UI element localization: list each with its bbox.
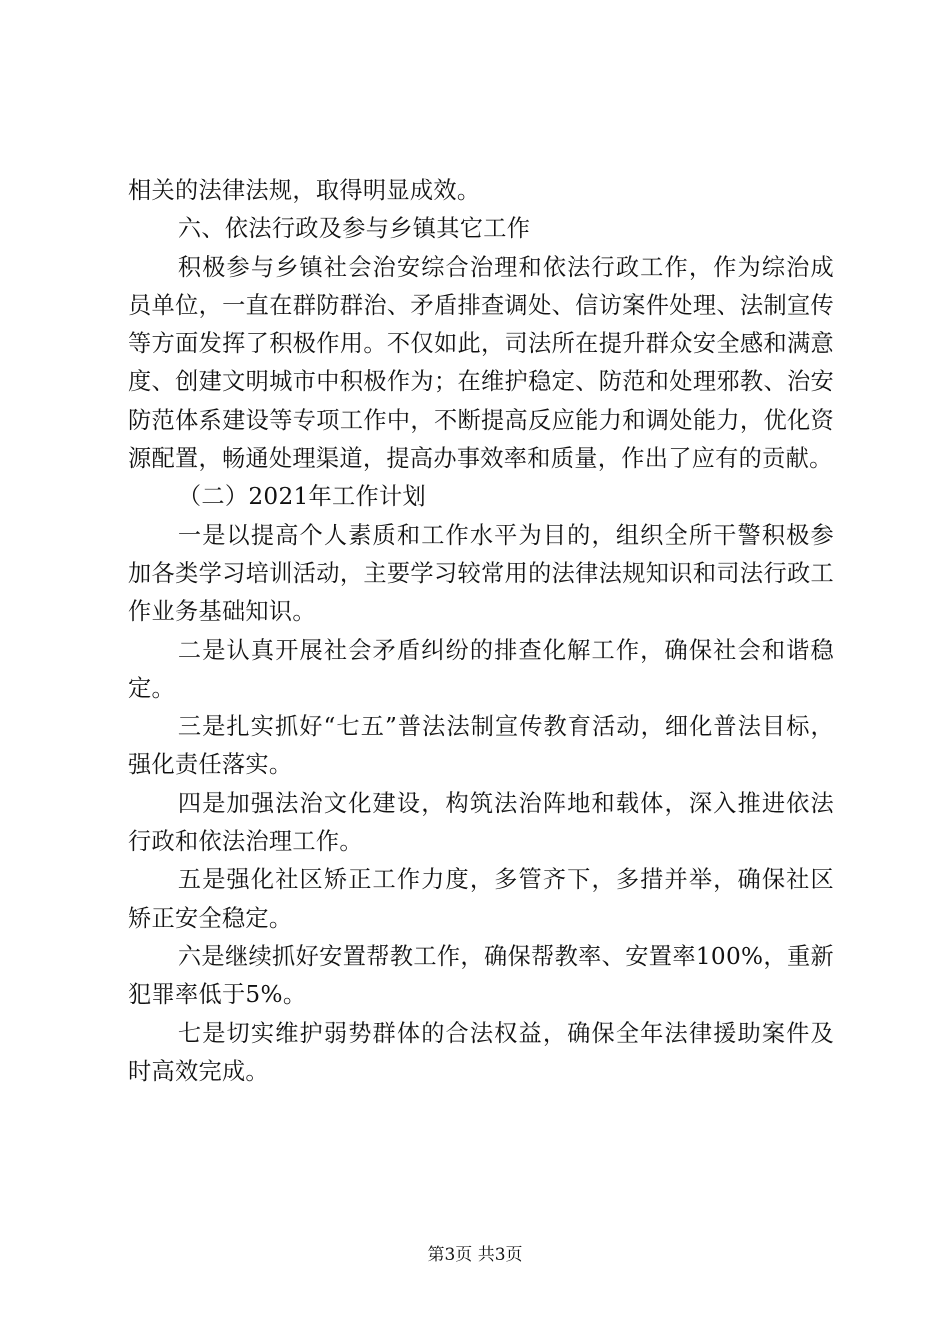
paragraph: 相关的法律法规，取得明显成效。: [128, 177, 481, 204]
paragraph: 五是强化社区矫正工作力度，多管齐下，多措并举，确保社区矫正安全稳定。: [128, 866, 834, 932]
paragraph: 六是继续抓好安置帮教工作，确保帮教率、安置率100%，重新犯罪率低于5%。: [128, 942, 834, 1009]
paragraph: 一是以提高个人素质和工作水平为目的，组织全所干警积极参加各类学习培训活动，主要学习较常用的法律法规知识和司法行政工作业务基础知识。: [128, 521, 834, 626]
page-footer: [0, 1243, 950, 1267]
section-heading: （二）2021年工作计划: [177, 483, 426, 511]
paragraph: 二是认真开展社会矛盾纠纷的排查化解工作，确保社会和谐稳定。: [128, 636, 834, 702]
section-heading: 六、依法行政及参与乡镇其它工作: [177, 215, 531, 243]
document-body: [128, 172, 834, 1091]
page-number: 第3页 共3页: [427, 1245, 523, 1265]
paragraph: 四是加强法治文化建设，构筑法治阵地和载体，深入推进依法行政和依法治理工作。: [128, 789, 834, 856]
paragraph: 七是切实维护弱势群体的合法权益，确保全年法律援助案件及时高效完成。: [128, 1019, 834, 1085]
paragraph: 积极参与乡镇社会治安综合治理和依法行政工作，作为综治成员单位，一直在群防群治、矛盾排查调处、信访案件处理、法制宣传等方面发挥了积极作用。不仅如此，司法所在提升群众安全感和满意度、创建文明城市中积极作为；在维护稳定、防范和处理邪教、治安防范体系建设等专项工作中，不断提高反应能力和调处能力，优化资源配置，畅通处理渠道，提高办事效率和质量，作出了应有的贡献。: [128, 253, 834, 473]
paragraph: 三是扎实抓好“七五”普法法制宣传教育活动，细化普法目标，强化责任落实。: [128, 713, 834, 779]
